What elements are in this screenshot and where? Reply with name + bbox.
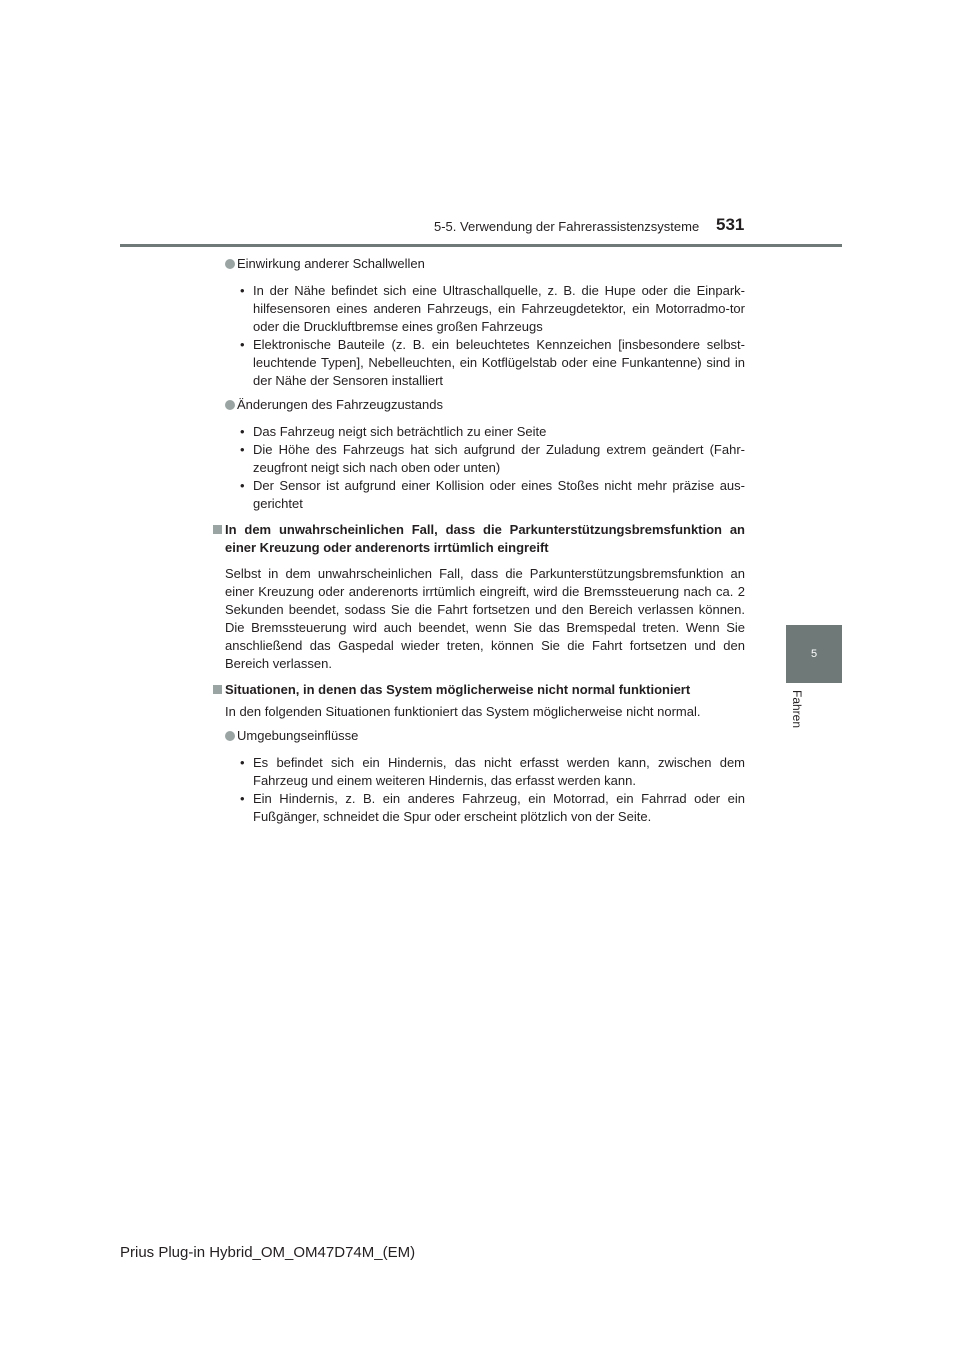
subheading [213,255,745,273]
square-bullet-icon [213,685,222,694]
list-item [237,477,745,513]
list-item [237,336,745,390]
circle-bullet-icon [225,731,235,741]
list-item-text: Die Höhe des Fahrzeugs hat sich aufgrund der Zuladung extrem geändert (Fahr-zeugfront neigt sich nach oben oder unten) [253,442,745,475]
document-footer: Prius Plug-in Hybrid_OM_OM47D74M_(EM) [120,1244,416,1261]
section-title: 5-5. Verwendung der Fahrerassistenzsysteme [434,219,700,234]
bullet-icon: • [240,442,245,457]
subheading-text: Änderungen des Fahrzeugzustands [237,397,443,412]
list-item-text: Es befindet sich ein Hindernis, das nicht erfasst werden kann, zwischen dem Fahrzeug und einem weiteren Hindernis, das erfasst werden kann. [253,755,745,788]
list-item-text: In der Nähe befindet sich eine Ultraschallquelle, z. B. die Hupe oder die Einpark-hilfesensoren eines anderen Fahrzeugs, ein Fahrzeugdetektor, ein Motorradmo-tor oder die Druckluftbremse eines großen Fahrzeugs [253,283,745,334]
subheading [213,396,745,414]
header-divider [120,244,842,247]
subheading-text: Einwirkung anderer Schallwellen [237,256,425,271]
chapter-label: Fahren [790,690,804,729]
section-heading-text: Situationen, in denen das System möglicherweise nicht normal funktioniert [225,682,691,697]
list-item [237,441,745,477]
paragraph: In den folgenden Situationen funktioniert das System möglicherweise nicht normal. [225,704,701,719]
list-item [237,282,745,336]
circle-bullet-icon [225,400,235,410]
chapter-tab [786,625,842,683]
bullet-icon: • [240,337,245,352]
section-heading [213,681,745,699]
bullet-icon: • [240,755,245,770]
list-item-text: Das Fahrzeug neigt sich beträchtlich zu einer Seite [253,424,547,439]
list-item [237,790,745,826]
square-bullet-icon [213,525,222,534]
bullet-icon: • [240,283,245,298]
list-item [237,754,745,790]
subheading-text: Umgebungseinflüsse [237,728,359,743]
bullet-icon: • [240,424,245,439]
chapter-number: 5 [810,648,818,660]
list-item-text: Ein Hindernis, z. B. ein anderes Fahrzeug, ein Motorrad, ein Fahrrad oder ein Fußgänger, schneidet die Spur oder erscheint plötzlich von der Seite. [253,791,745,824]
circle-bullet-icon [225,259,235,269]
bullet-list [213,282,745,390]
section-heading [213,521,745,557]
list-item-text: Der Sensor ist aufgrund einer Kollision oder eines Stoßes nicht mehr präzise aus-gerichtet [253,478,745,511]
bullet-icon: • [240,791,245,806]
list-item-text: Elektronische Bauteile (z. B. ein beleuchtetes Kennzeichen [insbesondere selbst-leuchtende Typen], Nebelleuchten, ein Kotflügelstab oder eine Funkantenne) sind in der Nähe der Sensoren installiert [253,337,745,388]
subheading [213,727,745,745]
main-content [213,255,745,830]
paragraph: Selbst in dem unwahrscheinlichen Fall, dass die Parkunterstützungsbremsfunktion an einer Kreuzung oder anderenorts irrtümlich eingreift, wird die Bremssteuerung nach ca. 2 Sekunden beendet, sodass Sie die Fahrt fortsetzen und den Bereich verlassen können. Die Bremssteuerung wird auch beendet, wenn Sie das Bremspedal treten. Wenn Sie anschließend das Gaspedal wieder treten, können Sie die Fahrt fortsetzen und den Bereich verlassen. [225,566,745,671]
section-heading-text: In dem unwahrscheinlichen Fall, dass die Parkunterstützungsbremsfunktion an einer Kreuzung oder anderenorts irrtümlich eingreift [225,522,745,555]
bullet-list [213,423,745,513]
bullet-icon: • [240,478,245,493]
list-item [237,423,745,441]
bullet-list [213,754,745,826]
page-number: 531 [716,215,745,234]
